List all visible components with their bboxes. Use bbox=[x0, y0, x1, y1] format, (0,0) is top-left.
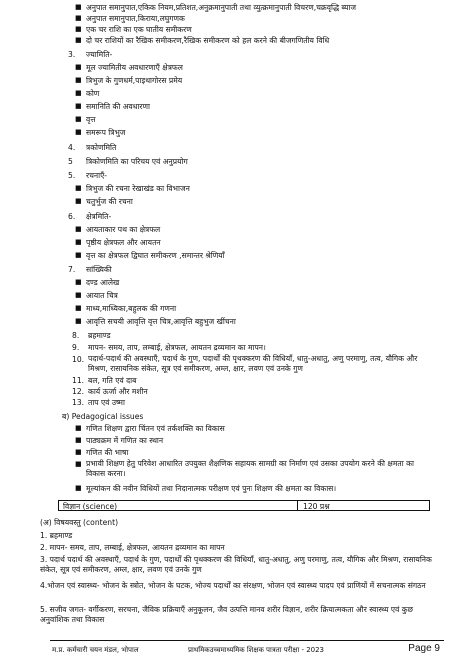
section-number: 5. bbox=[68, 171, 76, 180]
section-title: सांख्यिकी bbox=[86, 265, 112, 274]
list-item: आवृत्ति सचयी आवृत्ति वृत्त चित्र,आवृत्ति बहुभुज खींचना bbox=[86, 317, 236, 326]
page-number: Page 9 bbox=[408, 643, 440, 654]
list-item: 3. पदार्थ पदार्थ की अवस्थाएँ, पदार्थ के गुण, पदार्थों की पृथक्करण की विधियाँ, धातु-अधातु, अणु परमाणु, तत्व, यौगिक और मिश्रण, रासायनिक संकेत, सूत्र एवं समीकरण, अम्ल, क्षार, लवण एवं उनके गुण bbox=[40, 555, 432, 574]
list-item: वृत्त का क्षेत्रफल द्विघात समीकरण ,समान्तर श्रेणियाँ bbox=[86, 251, 225, 260]
list-item: 4.भोजन एवं स्वास्थ्य- भोजन के स्त्रोत, भोजन के घटक, भोज्य पदार्थों का संरक्षण, भोजन एवं स्वास्थ्य पादप एवं प्राणियों में सचनात्मक संगठन bbox=[40, 581, 426, 590]
list-item: माध्य,माध्यिका,बहुलक की गणना bbox=[86, 304, 177, 313]
list-item: चतुर्भुज की रचना bbox=[86, 197, 133, 206]
bullet-icon: ■ bbox=[75, 197, 82, 205]
bullet-icon: ■ bbox=[75, 102, 82, 110]
bullet-icon: ■ bbox=[75, 115, 82, 123]
section-title: रचनाएँ- bbox=[86, 171, 108, 180]
bullet-icon: ■ bbox=[75, 484, 82, 492]
section-title: ज्यामिति- bbox=[86, 50, 113, 59]
list-item: दण्ड आलेख bbox=[86, 278, 120, 287]
section-number: 7. bbox=[68, 265, 76, 274]
section-title: बल, गति एवं दाब bbox=[88, 376, 137, 385]
section-number: 5 bbox=[68, 157, 73, 166]
list-item: मूल ज्यामितीय अवधारणाएँ क्षेत्रफल bbox=[86, 63, 183, 72]
table-cell-questions: 120 प्रश्न bbox=[303, 502, 330, 511]
list-item: प्रभावी शिक्षण हेतु परिवेश आधारित उपयुक्त शैक्षणिक सहायक सामग्री का निर्माण एवं उसका उपयोग करने की क्षमता का विकास करना। bbox=[86, 459, 414, 478]
list-item: दो चर राशियों का रैखिक समीकरण,रैखिक समीकरण को हल करने की बीजगणितीय विधि bbox=[86, 36, 330, 45]
section-number: 11. bbox=[72, 376, 85, 385]
list-item: कोण bbox=[86, 89, 100, 98]
section-title: त्रकोणमिति bbox=[86, 143, 117, 152]
list-item: 5. सजीव जगत- वर्गीकरण, सरचना, जैविक प्रक्रियाएँ अनुकूलन, जैव उत्पत्ति मानव शरीर विज्ञान, शरीर क्रियात्मकता और स्वास्थ्य एवं कुछ अनुवांशिक तथा विकास bbox=[40, 605, 413, 624]
subsection-label: (अ) विषयवस्तु (content) bbox=[40, 518, 119, 527]
bullet-icon: ■ bbox=[75, 225, 82, 233]
bullet-icon: ■ bbox=[75, 436, 82, 444]
list-item: अनुपात समानुपात,एकिक नियम,प्रतिशत,अनुक्रमानुपाती तथा व्युत्क्रमानुपाती विचरण,चक्रवृद्धि ब्याज bbox=[86, 3, 356, 12]
list-item: एक चर राशि का एक घातीय समीकरण bbox=[86, 25, 192, 34]
list-item: गणित शिक्षण द्वारा चिंतन एवं तर्कशक्ति का विकास bbox=[86, 424, 225, 433]
footer-exam-title: प्राथमिकउच्चमाध्यमिक शिक्षक पात्रता परीक्षा - 2023 bbox=[188, 646, 325, 654]
section-number: 3. bbox=[68, 50, 76, 59]
list-item: मूल्यांकन की नवीन विधियों तथा निदानात्मक परीक्षण एवं पुनः शिक्षण की क्षमता का विकास। bbox=[86, 484, 337, 493]
list-item: 2. मापन- समय, ताप, लम्बाई, क्षेत्रफल, आयतन द्रव्यमान का मापन bbox=[40, 543, 225, 552]
subsection-label: ब) Pedagogical issues bbox=[62, 412, 144, 421]
list-item: 1. ब्रहमाण्ड bbox=[40, 531, 73, 540]
bullet-icon: ■ bbox=[75, 3, 82, 11]
list-item: आयताकार पथ का क्षेत्रफल bbox=[86, 225, 161, 234]
section-title: मापन- समय, ताप, लम्बाई, क्षेत्रफल, आयतन द्रव्यमान का मापन। bbox=[88, 343, 266, 352]
table-cell-subject: विज्ञान (science) bbox=[63, 502, 118, 511]
section-title: ब्रहमाण्ड bbox=[88, 331, 111, 340]
bullet-icon: ■ bbox=[75, 304, 82, 312]
section-number: 13. bbox=[72, 398, 85, 407]
bullet-icon: ■ bbox=[75, 89, 82, 97]
footer-org: म.प्र. कर्मचारी चयन मंडल, भोपाल bbox=[52, 646, 139, 654]
footer-rule bbox=[50, 640, 444, 641]
section-number: 6. bbox=[68, 212, 76, 221]
subject-table bbox=[58, 500, 430, 511]
bullet-icon: ■ bbox=[75, 36, 82, 44]
section-title: पदार्थ-पदार्थ की अवस्थाएँ, पदार्थ के गुण, पदार्थों की पृथक्करण की विधियाँ, धातु-अधातु, अणु परमाणु, तत्व, यौगिक और मिश्रण, रासायनिक संकेत, सूत्र एवं समीकरण, अम्ल, क्षार, लवण एवं उनके गुण bbox=[88, 354, 418, 373]
bullet-icon: ■ bbox=[75, 424, 82, 432]
section-number: 4. bbox=[68, 143, 76, 152]
section-title: ताप एवं उष्मा bbox=[88, 398, 125, 407]
list-item: त्रिभुज के गुणधर्म,पाइथागोरस प्रमेय bbox=[86, 76, 183, 85]
list-item: त्रिभुज की रचना रेखाखंड का विभाजन bbox=[86, 184, 190, 193]
bullet-icon: ■ bbox=[75, 460, 82, 468]
bullet-icon: ■ bbox=[75, 14, 82, 22]
section-title: क्षेत्रमिति- bbox=[86, 212, 112, 221]
bullet-icon: ■ bbox=[75, 128, 82, 136]
bullet-icon: ■ bbox=[75, 76, 82, 84]
list-item: पृष्ठीय क्षेत्रफल और आयतन bbox=[86, 238, 161, 247]
list-item: समरूप त्रिभुज bbox=[86, 128, 126, 137]
list-item: आयात चित्र bbox=[86, 291, 118, 300]
bullet-icon: ■ bbox=[75, 291, 82, 299]
table-divider bbox=[297, 501, 298, 510]
bullet-icon: ■ bbox=[75, 448, 82, 456]
list-item: वृत्त bbox=[86, 115, 96, 124]
section-number: 12. bbox=[72, 387, 85, 396]
section-number: 9. bbox=[72, 343, 80, 352]
list-item: पाठ्यक्रम में गणित का स्थान bbox=[86, 436, 164, 445]
bullet-icon: ■ bbox=[75, 317, 82, 325]
section-number: 10. bbox=[72, 355, 85, 364]
list-item: समानिति की अवधारणा bbox=[86, 102, 150, 111]
list-item: अनुपात समानुपात,किराया,लघुगणक bbox=[86, 14, 185, 23]
section-title: कार्य ऊर्जा और मशीन bbox=[88, 387, 148, 396]
bullet-icon: ■ bbox=[75, 63, 82, 71]
bullet-icon: ■ bbox=[75, 184, 82, 192]
bullet-icon: ■ bbox=[75, 251, 82, 259]
list-item: गणित की भाषा bbox=[86, 448, 129, 457]
bullet-icon: ■ bbox=[75, 278, 82, 286]
section-number: 8. bbox=[72, 331, 80, 340]
bullet-icon: ■ bbox=[75, 25, 82, 33]
bullet-icon: ■ bbox=[75, 238, 82, 246]
section-title: त्रिकोणमिति का परिचय एवं अनुप्रयोग bbox=[86, 157, 188, 166]
